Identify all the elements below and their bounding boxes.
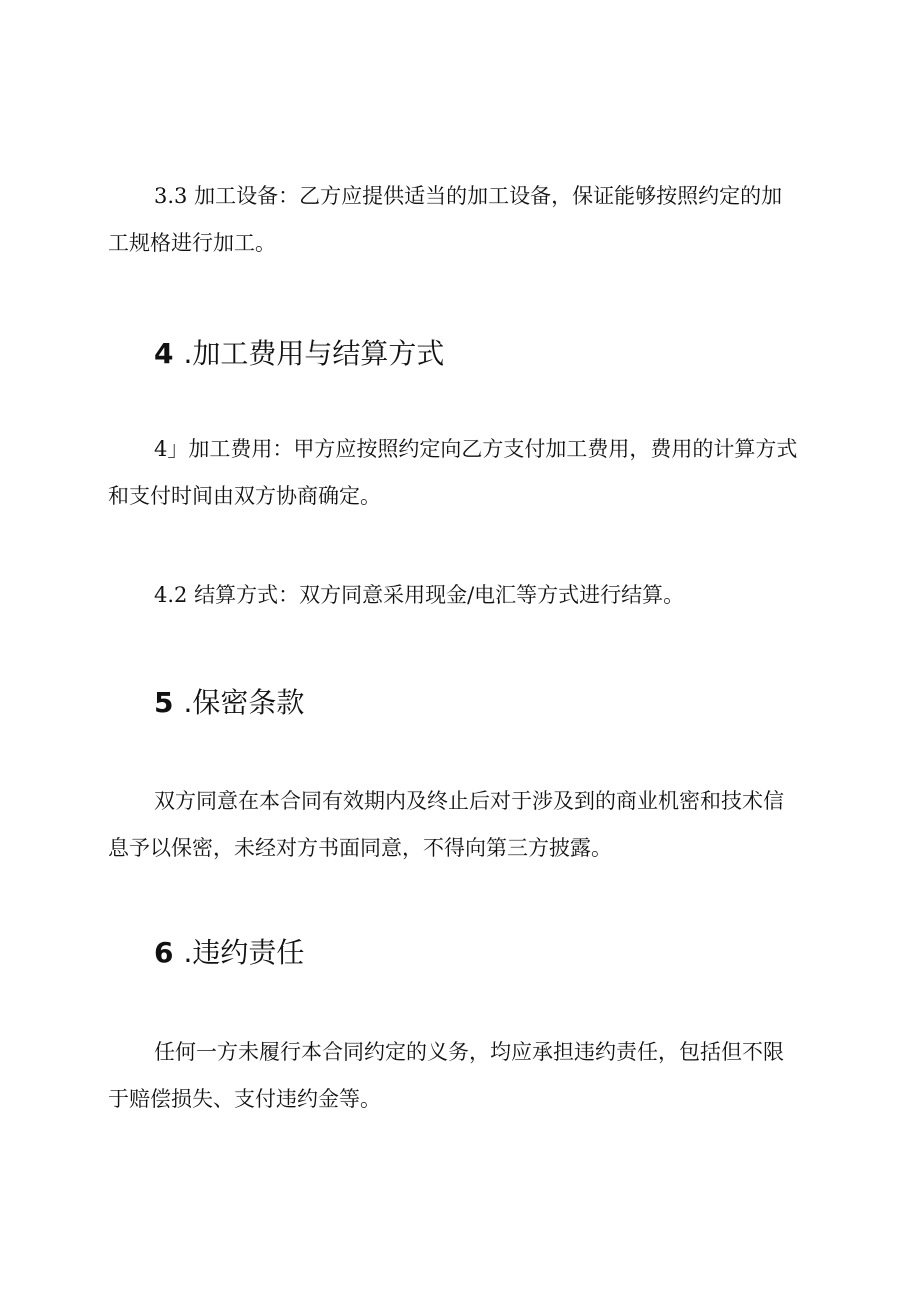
section-6-title: .违约责任 bbox=[183, 936, 305, 969]
clause-4-1-line-1: 4」加工费用：甲方应按照约定向乙方支付加工费用，费用的计算方式 bbox=[154, 437, 798, 461]
clause-3-3-line-2: 工规格进行加工。 bbox=[108, 231, 276, 255]
clause-3-3-line-1: 3.3 加工设备：乙方应提供适当的加工设备，保证能够按照约定的加 bbox=[154, 184, 783, 208]
clause-4-2-line-1: 4.2 结算方式：双方同意采用现金/电汇等方式进行结算。 bbox=[154, 583, 685, 607]
clause-5-paragraph bbox=[108, 778, 812, 872]
clause-3-3-paragraph bbox=[108, 173, 812, 267]
clause-4-1-line-2: 和支付时间由双方协商确定。 bbox=[108, 484, 381, 508]
clause-4-2-paragraph bbox=[108, 572, 812, 619]
clause-4-1-paragraph bbox=[108, 426, 812, 520]
section-6-heading bbox=[154, 933, 304, 973]
section-5-number: 5 bbox=[154, 686, 174, 719]
section-4-heading bbox=[154, 334, 444, 374]
clause-6-line-2: 于赔偿损失、支付违约金等。 bbox=[108, 1087, 381, 1111]
clause-6-paragraph bbox=[108, 1029, 812, 1123]
section-5-title: .保密条款 bbox=[183, 686, 305, 719]
clause-5-line-2: 息予以保密，未经对方书面同意，不得向第三方披露。 bbox=[108, 836, 612, 860]
section-6-number: 6 bbox=[154, 936, 174, 969]
clause-6-line-1: 任何一方未履行本合同约定的义务，均应承担违约责任，包括但不限 bbox=[154, 1040, 784, 1064]
section-4-title: .加工费用与结算方式 bbox=[183, 337, 445, 370]
section-5-heading bbox=[154, 683, 304, 723]
section-4-number: 4 bbox=[154, 337, 174, 370]
clause-5-line-1: 双方同意在本合同有效期内及终止后对于涉及到的商业机密和技术信 bbox=[154, 789, 784, 813]
